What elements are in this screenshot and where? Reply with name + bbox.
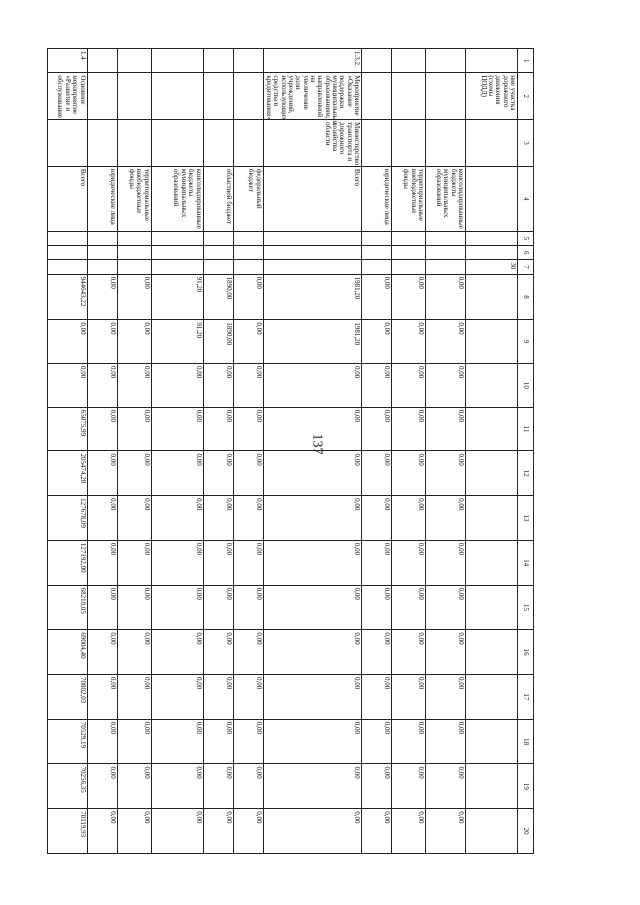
table-row: [263, 49, 361, 854]
cell-c3: [426, 120, 466, 167]
cell-c7: [362, 260, 392, 274]
value-cell: 0,00: [392, 451, 426, 496]
value-cell: 0,00: [392, 630, 426, 675]
value-cell: 0,00: [426, 451, 466, 496]
cell-c1: [362, 49, 392, 73]
value-cell: [466, 320, 518, 364]
cell-c6: [263, 246, 361, 260]
value-cell: 0,00: [392, 407, 426, 451]
value-cell: 0,00: [392, 764, 426, 809]
value-cell: 0,00: [87, 675, 117, 720]
cell-c3: [47, 120, 87, 167]
value-cell: 0,00: [117, 764, 151, 809]
value-cell: 0,00: [117, 364, 151, 408]
cell-c1: 1.3.2.: [263, 49, 361, 73]
value-cell: 0,00: [263, 540, 361, 585]
table-row: [117, 49, 151, 854]
table-row: [426, 49, 466, 854]
value-cell: 1981,20: [263, 274, 361, 320]
cell-c4: территориальные внебюджетные фонды: [392, 166, 426, 231]
cell-c3: [151, 120, 203, 167]
value-cell: 0,00: [392, 809, 426, 854]
value-cell: 127678,09: [47, 496, 87, 541]
value-cell: 0,00: [87, 320, 117, 364]
cell-c3: [466, 120, 518, 167]
value-cell: 0,00: [233, 496, 263, 541]
cell-c6: [117, 246, 151, 260]
column-header: 8: [518, 274, 534, 320]
value-cell: 0,00: [233, 540, 263, 585]
column-header: 1: [518, 49, 534, 73]
cell-c6: [233, 246, 263, 260]
table-row: [87, 49, 117, 854]
column-header: 7: [518, 260, 534, 274]
value-cell: 0,00: [362, 675, 392, 720]
value-cell: [466, 719, 518, 764]
cell-c3: Министерство транспорта и дорожного хозяйства области: [263, 120, 361, 167]
value-cell: 0,00: [263, 675, 361, 720]
value-cell: 0,00: [151, 630, 203, 675]
value-cell: 0,00: [203, 540, 233, 585]
value-cell: 0,00: [392, 320, 426, 364]
value-cell: 65075,99: [47, 407, 87, 451]
cell-c4: консолидированные бюджеты муниципальных образований: [151, 166, 203, 231]
value-cell: [466, 585, 518, 630]
value-cell: 0,00: [233, 585, 263, 630]
cell-c2: Мероприятие «Оказание поддержки муниципальным образованиям, направленной на увеличение доли учреждений, использующих средства в кредитования»: [263, 73, 361, 120]
value-cell: 70802,03: [47, 675, 87, 720]
value-cell: 0,00: [117, 675, 151, 720]
value-cell: 0,00: [263, 407, 361, 451]
cell-c2: [362, 73, 392, 120]
cell-c2: [426, 73, 466, 120]
value-cell: 0,00: [87, 407, 117, 451]
value-cell: 0,00: [426, 675, 466, 720]
column-header: 10: [518, 364, 534, 408]
cell-c7: [426, 260, 466, 274]
value-cell: 0,00: [426, 274, 466, 320]
cell-c3: [203, 120, 233, 167]
value-cell: [466, 274, 518, 320]
cell-c5: [466, 231, 518, 245]
value-cell: 0,00: [263, 585, 361, 630]
table-row: [466, 49, 518, 854]
table-row: [47, 49, 87, 854]
value-cell: 0,00: [263, 764, 361, 809]
value-cell: 1890,00: [203, 274, 233, 320]
cell-c1: [203, 49, 233, 73]
table-row: [233, 49, 263, 854]
cell-c3: [233, 120, 263, 167]
column-header: 9: [518, 320, 534, 364]
cell-c4: территориальные внебюджетные фонды: [117, 166, 151, 231]
value-cell: 0,00: [203, 764, 233, 809]
value-cell: 0,00: [362, 496, 392, 541]
value-cell: 127192,00: [47, 540, 87, 585]
cell-c5: [263, 231, 361, 245]
cell-c7: [151, 260, 203, 274]
value-cell: 0,00: [203, 719, 233, 764]
budget-table: [47, 48, 534, 854]
cell-c1: [151, 49, 203, 73]
header-row: [518, 49, 534, 854]
column-header: 3: [518, 120, 534, 167]
value-cell: 0,00: [203, 585, 233, 630]
value-cell: 0,00: [263, 630, 361, 675]
value-cell: 0,00: [233, 320, 263, 364]
value-cell: 0,00: [233, 274, 263, 320]
cell-c5: [362, 231, 392, 245]
value-cell: [466, 364, 518, 408]
cell-c7: [392, 260, 426, 274]
column-header: 20: [518, 809, 534, 854]
cell-c7: [87, 260, 117, 274]
cell-c2: [151, 73, 203, 120]
cell-c7: [203, 260, 233, 274]
cell-c1: [426, 49, 466, 73]
value-cell: 0,00: [362, 630, 392, 675]
value-cell: 0,00: [392, 540, 426, 585]
value-cell: 0,00: [362, 451, 392, 496]
value-cell: 0,00: [392, 719, 426, 764]
cell-c6: [203, 246, 233, 260]
cell-c5: [233, 231, 263, 245]
value-cell: 0,00: [362, 364, 392, 408]
value-cell: 0,00: [203, 809, 233, 854]
table-body: [47, 49, 517, 854]
value-cell: 0,00: [151, 540, 203, 585]
value-cell: 0,00: [426, 320, 466, 364]
cell-c1: [87, 49, 117, 73]
value-cell: 0,00: [362, 274, 392, 320]
cell-c3: [117, 120, 151, 167]
value-cell: 91,20: [151, 320, 203, 364]
value-cell: 944643,22: [47, 274, 87, 320]
cell-c5: [392, 231, 426, 245]
cell-c6: [466, 246, 518, 260]
cell-c5: [203, 231, 233, 245]
value-cell: 0,00: [117, 540, 151, 585]
cell-c7: [263, 260, 361, 274]
column-header: 4: [518, 166, 534, 231]
value-cell: 0,00: [203, 630, 233, 675]
value-cell: 0,00: [233, 630, 263, 675]
value-cell: 0,00: [392, 274, 426, 320]
value-cell: 0,00: [87, 585, 117, 630]
cell-c1: [233, 49, 263, 73]
value-cell: 0,00: [362, 719, 392, 764]
value-cell: 0,00: [426, 540, 466, 585]
value-cell: 0,00: [392, 364, 426, 408]
cell-c6: [426, 246, 466, 260]
cell-c1: [117, 49, 151, 73]
value-cell: 0,00: [151, 585, 203, 630]
cell-c5: [426, 231, 466, 245]
value-cell: 70119,93: [47, 809, 87, 854]
cell-c2: [117, 73, 151, 120]
column-header: 12: [518, 451, 534, 496]
cell-c6: [151, 246, 203, 260]
value-cell: 0,00: [47, 320, 87, 364]
value-cell: [466, 630, 518, 675]
table-row: [151, 49, 203, 854]
column-header: 14: [518, 540, 534, 585]
value-cell: 0,00: [233, 407, 263, 451]
value-cell: 0,00: [263, 364, 361, 408]
value-cell: 0,00: [203, 675, 233, 720]
column-header: 19: [518, 764, 534, 809]
value-cell: 0,00: [151, 719, 203, 764]
column-header: 2: [518, 73, 534, 120]
cell-c5: [117, 231, 151, 245]
cell-c1: [466, 49, 518, 73]
value-cell: 0,00: [151, 496, 203, 541]
value-cell: 0,00: [117, 274, 151, 320]
rotated-table-frame: [56, 48, 534, 854]
value-cell: 0,00: [203, 407, 233, 451]
value-cell: 0,00: [117, 809, 151, 854]
value-cell: [466, 540, 518, 585]
value-cell: 0,00: [151, 675, 203, 720]
cell-c7: [117, 260, 151, 274]
value-cell: [466, 764, 518, 809]
value-cell: 0,00: [87, 764, 117, 809]
cell-c2: [233, 73, 263, 120]
table-row: [362, 49, 392, 854]
value-cell: 0,00: [117, 451, 151, 496]
cell-c4: консолидированные бюджеты муниципальных образований: [426, 166, 466, 231]
cell-c3: [392, 120, 426, 167]
value-cell: 0,00: [117, 585, 151, 630]
value-cell: 0,00: [426, 764, 466, 809]
value-cell: 70256,35: [47, 764, 87, 809]
value-cell: 0,00: [362, 764, 392, 809]
value-cell: 0,00: [117, 630, 151, 675]
cell-c5: [151, 231, 203, 245]
cell-c3: [362, 120, 392, 167]
value-cell: 0,00: [117, 320, 151, 364]
value-cell: 0,00: [263, 809, 361, 854]
table-row: [392, 49, 426, 854]
value-cell: 0,00: [233, 719, 263, 764]
value-cell: 0,00: [426, 809, 466, 854]
column-header: 17: [518, 675, 534, 720]
value-cell: 0,00: [87, 719, 117, 764]
page-number: 137: [309, 433, 325, 455]
value-cell: 0,00: [87, 496, 117, 541]
value-cell: 0,00: [392, 496, 426, 541]
value-cell: 0,00: [233, 764, 263, 809]
cell-c4: областной бюджет: [203, 166, 233, 231]
value-cell: 0,00: [392, 675, 426, 720]
value-cell: 0,00: [392, 585, 426, 630]
column-header: 6: [518, 246, 534, 260]
value-cell: [466, 809, 518, 854]
value-cell: 0,00: [362, 809, 392, 854]
value-cell: 0,00: [233, 451, 263, 496]
value-cell: 0,00: [426, 407, 466, 451]
value-cell: 0,00: [263, 719, 361, 764]
value-cell: 91,20: [151, 274, 203, 320]
value-cell: 0,00: [233, 809, 263, 854]
cell-c6: [362, 246, 392, 260]
value-cell: 0,00: [87, 274, 117, 320]
cell-c2: [203, 73, 233, 120]
cell-c1: [392, 49, 426, 73]
value-cell: [466, 451, 518, 496]
value-cell: 0,00: [151, 407, 203, 451]
cell-c3: [87, 120, 117, 167]
value-cell: 0,00: [117, 407, 151, 451]
value-cell: 0,00: [233, 675, 263, 720]
value-cell: [466, 407, 518, 451]
column-header: 11: [518, 407, 534, 451]
value-cell: 0,00: [87, 451, 117, 496]
table-row: [203, 49, 233, 854]
value-cell: 1890,00: [203, 320, 233, 364]
cell-c4: юридические лица: [362, 166, 392, 231]
value-cell: 0,00: [263, 451, 361, 496]
value-cell: 0,00: [117, 719, 151, 764]
cell-c4: Всего: [47, 166, 87, 231]
cell-c7: 30: [466, 260, 518, 274]
cell-c4: [466, 166, 518, 231]
value-cell: [466, 675, 518, 720]
value-cell: 1981,20: [263, 320, 361, 364]
value-cell: 0,00: [362, 540, 392, 585]
value-cell: 0,00: [47, 364, 87, 408]
value-cell: 0,00: [151, 809, 203, 854]
column-header: 18: [518, 719, 534, 764]
column-header: 16: [518, 630, 534, 675]
cell-c5: [87, 231, 117, 245]
value-cell: 68210,05: [47, 585, 87, 630]
value-cell: 0,00: [426, 719, 466, 764]
value-cell: 0,00: [203, 451, 233, 496]
cell-c2: ние участка дорожного движения (схемы ЦОДД): [466, 73, 518, 120]
value-cell: 69004,40: [47, 630, 87, 675]
cell-c2: Основное мероприятие «Развитие и обслуживание: [47, 73, 87, 120]
value-cell: 0,00: [263, 496, 361, 541]
value-cell: 205474,28: [47, 451, 87, 496]
cell-c4: Всего: [263, 166, 361, 231]
value-cell: 70529,19: [47, 719, 87, 764]
cell-c1: 1.4: [47, 49, 87, 73]
cell-c6: [392, 246, 426, 260]
value-cell: 0,00: [362, 320, 392, 364]
value-cell: 0,00: [87, 364, 117, 408]
value-cell: 0,00: [426, 364, 466, 408]
value-cell: 0,00: [87, 540, 117, 585]
value-cell: 0,00: [426, 630, 466, 675]
cell-c6: [47, 246, 87, 260]
column-header: 5: [518, 231, 534, 245]
value-cell: 0,00: [362, 407, 392, 451]
cell-c2: [392, 73, 426, 120]
cell-c5: [47, 231, 87, 245]
value-cell: 0,00: [203, 364, 233, 408]
value-cell: 0,00: [362, 585, 392, 630]
cell-c2: [87, 73, 117, 120]
column-header: 15: [518, 585, 534, 630]
value-cell: 0,00: [87, 809, 117, 854]
cell-c7: [47, 260, 87, 274]
cell-c7: [233, 260, 263, 274]
value-cell: 0,00: [87, 630, 117, 675]
cell-c4: юридические лица: [87, 166, 117, 231]
value-cell: 0,00: [117, 496, 151, 541]
value-cell: 0,00: [203, 496, 233, 541]
value-cell: 0,00: [151, 364, 203, 408]
value-cell: 0,00: [151, 764, 203, 809]
value-cell: 0,00: [151, 451, 203, 496]
cell-c6: [87, 246, 117, 260]
value-cell: 0,00: [426, 585, 466, 630]
column-header: 13: [518, 496, 534, 541]
cell-c4: федеральный бюджет: [233, 166, 263, 231]
value-cell: [466, 496, 518, 541]
value-cell: 0,00: [233, 364, 263, 408]
value-cell: 0,00: [426, 496, 466, 541]
